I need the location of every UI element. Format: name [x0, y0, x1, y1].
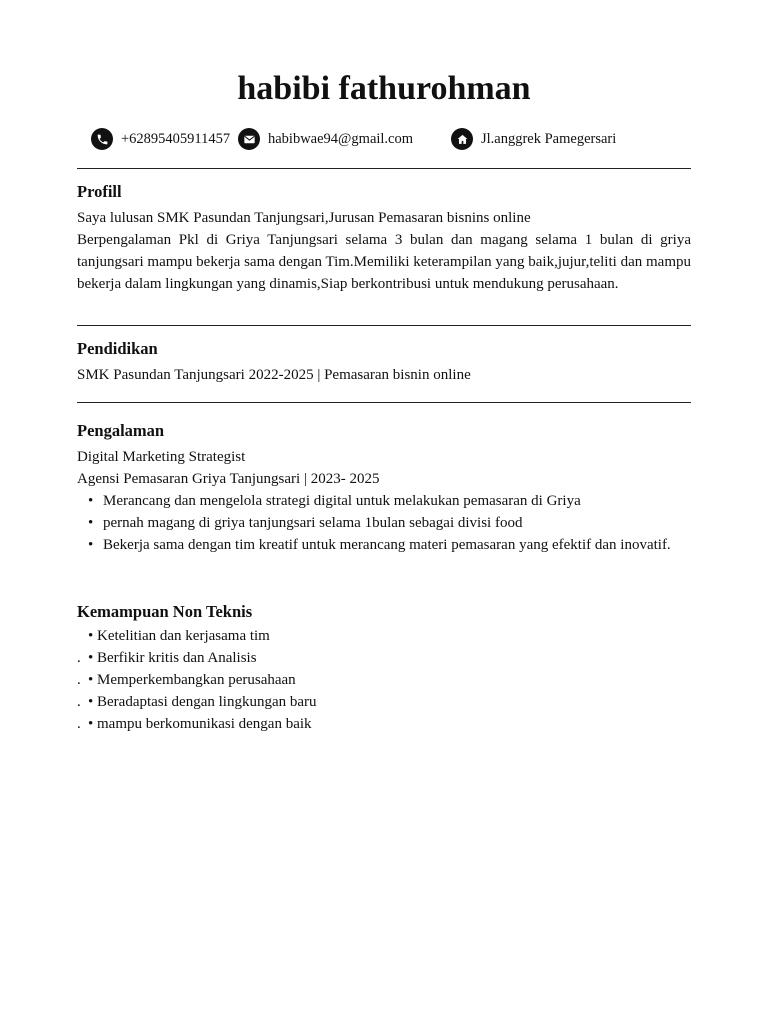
list-item [77, 490, 691, 512]
skills-heading: Kemampuan Non Teknis [77, 602, 253, 621]
profile-line: Saya lulusan SMK Pasundan Tanjungsari,Jurusan Pemasaran bisnins online [77, 210, 531, 226]
home-icon [451, 128, 473, 150]
list-item: . • Beradaptasi dengan lingkungan baru [77, 691, 691, 713]
mail-icon [238, 128, 260, 150]
education-heading: Pendidikan [77, 339, 158, 358]
skill-text: • Memperkembangkan perusahaan [88, 672, 296, 688]
skill-text: • mampu berkomunikasi dengan baik [88, 716, 312, 732]
divider [77, 325, 691, 326]
list-item [77, 512, 691, 534]
contact-phone [91, 127, 230, 151]
bullet-text: Bekerja sama dengan tim kreatif untuk merancang materi pemasaran yang efektif dan inovatif. [103, 537, 671, 553]
list-item: . • Berfikir kritis dan Analisis [77, 647, 691, 669]
divider [77, 168, 691, 169]
skills-list [77, 625, 691, 735]
bullet-mark: • [88, 493, 94, 509]
skill-text: • Berfikir kritis dan Analisis [88, 650, 257, 666]
address-text: Jl.anggrek Pamegersari [481, 130, 617, 147]
divider [77, 402, 691, 403]
profile-heading: Profill [77, 182, 122, 201]
list-item [77, 534, 691, 556]
bullet-text: pernah magang di griya tanjungsari selama 1bulan sebagai divisi food [103, 515, 523, 531]
contact-address [451, 127, 616, 151]
email-text: habibwae94@gmail.com [268, 130, 414, 147]
list-item: . • Memperkembangkan perusahaan [77, 669, 691, 691]
list-item: . • mampu berkomunikasi dengan baik [77, 713, 691, 735]
resume-name: habibi fathurohman [237, 70, 531, 107]
experience-company: Agensi Pemasaran Griya Tanjungsari | 2023- 2025 [77, 471, 380, 487]
list-item [77, 625, 691, 647]
phone-icon [91, 128, 113, 150]
profile-paragraph: Berpengalaman Pkl di Griya Tanjungsari selama 3 bulan dan magang selama 1 bulan di griya tanjungsari mampu bekerja sama dengan Tim.Memiliki keterampilan yang baik,jujur,teliti dan mampu bekerja dalam lingkungan yang dinamis,Siap berkontribusi untuk mendukung perusahaan. [77, 232, 691, 292]
skill-text: • Beradaptasi dengan lingkungan baru [88, 694, 317, 710]
experience-bullets [77, 490, 691, 556]
experience-heading: Pengalaman [77, 421, 165, 440]
experience-role: Digital Marketing Strategist [77, 449, 246, 465]
bullet-mark: • [88, 537, 94, 553]
education-line: SMK Pasundan Tanjungsari 2022-2025 | Pemasaran bisnin online [77, 367, 471, 383]
contact-email [238, 127, 413, 151]
skill-text: • Ketelitian dan kerjasama tim [88, 628, 270, 644]
bullet-text: Merancang dan mengelola strategi digital untuk melakukan pemasaran di Griya [103, 493, 581, 509]
bullet-mark: • [88, 515, 94, 531]
phone-text: +62895405911457 [121, 130, 231, 147]
